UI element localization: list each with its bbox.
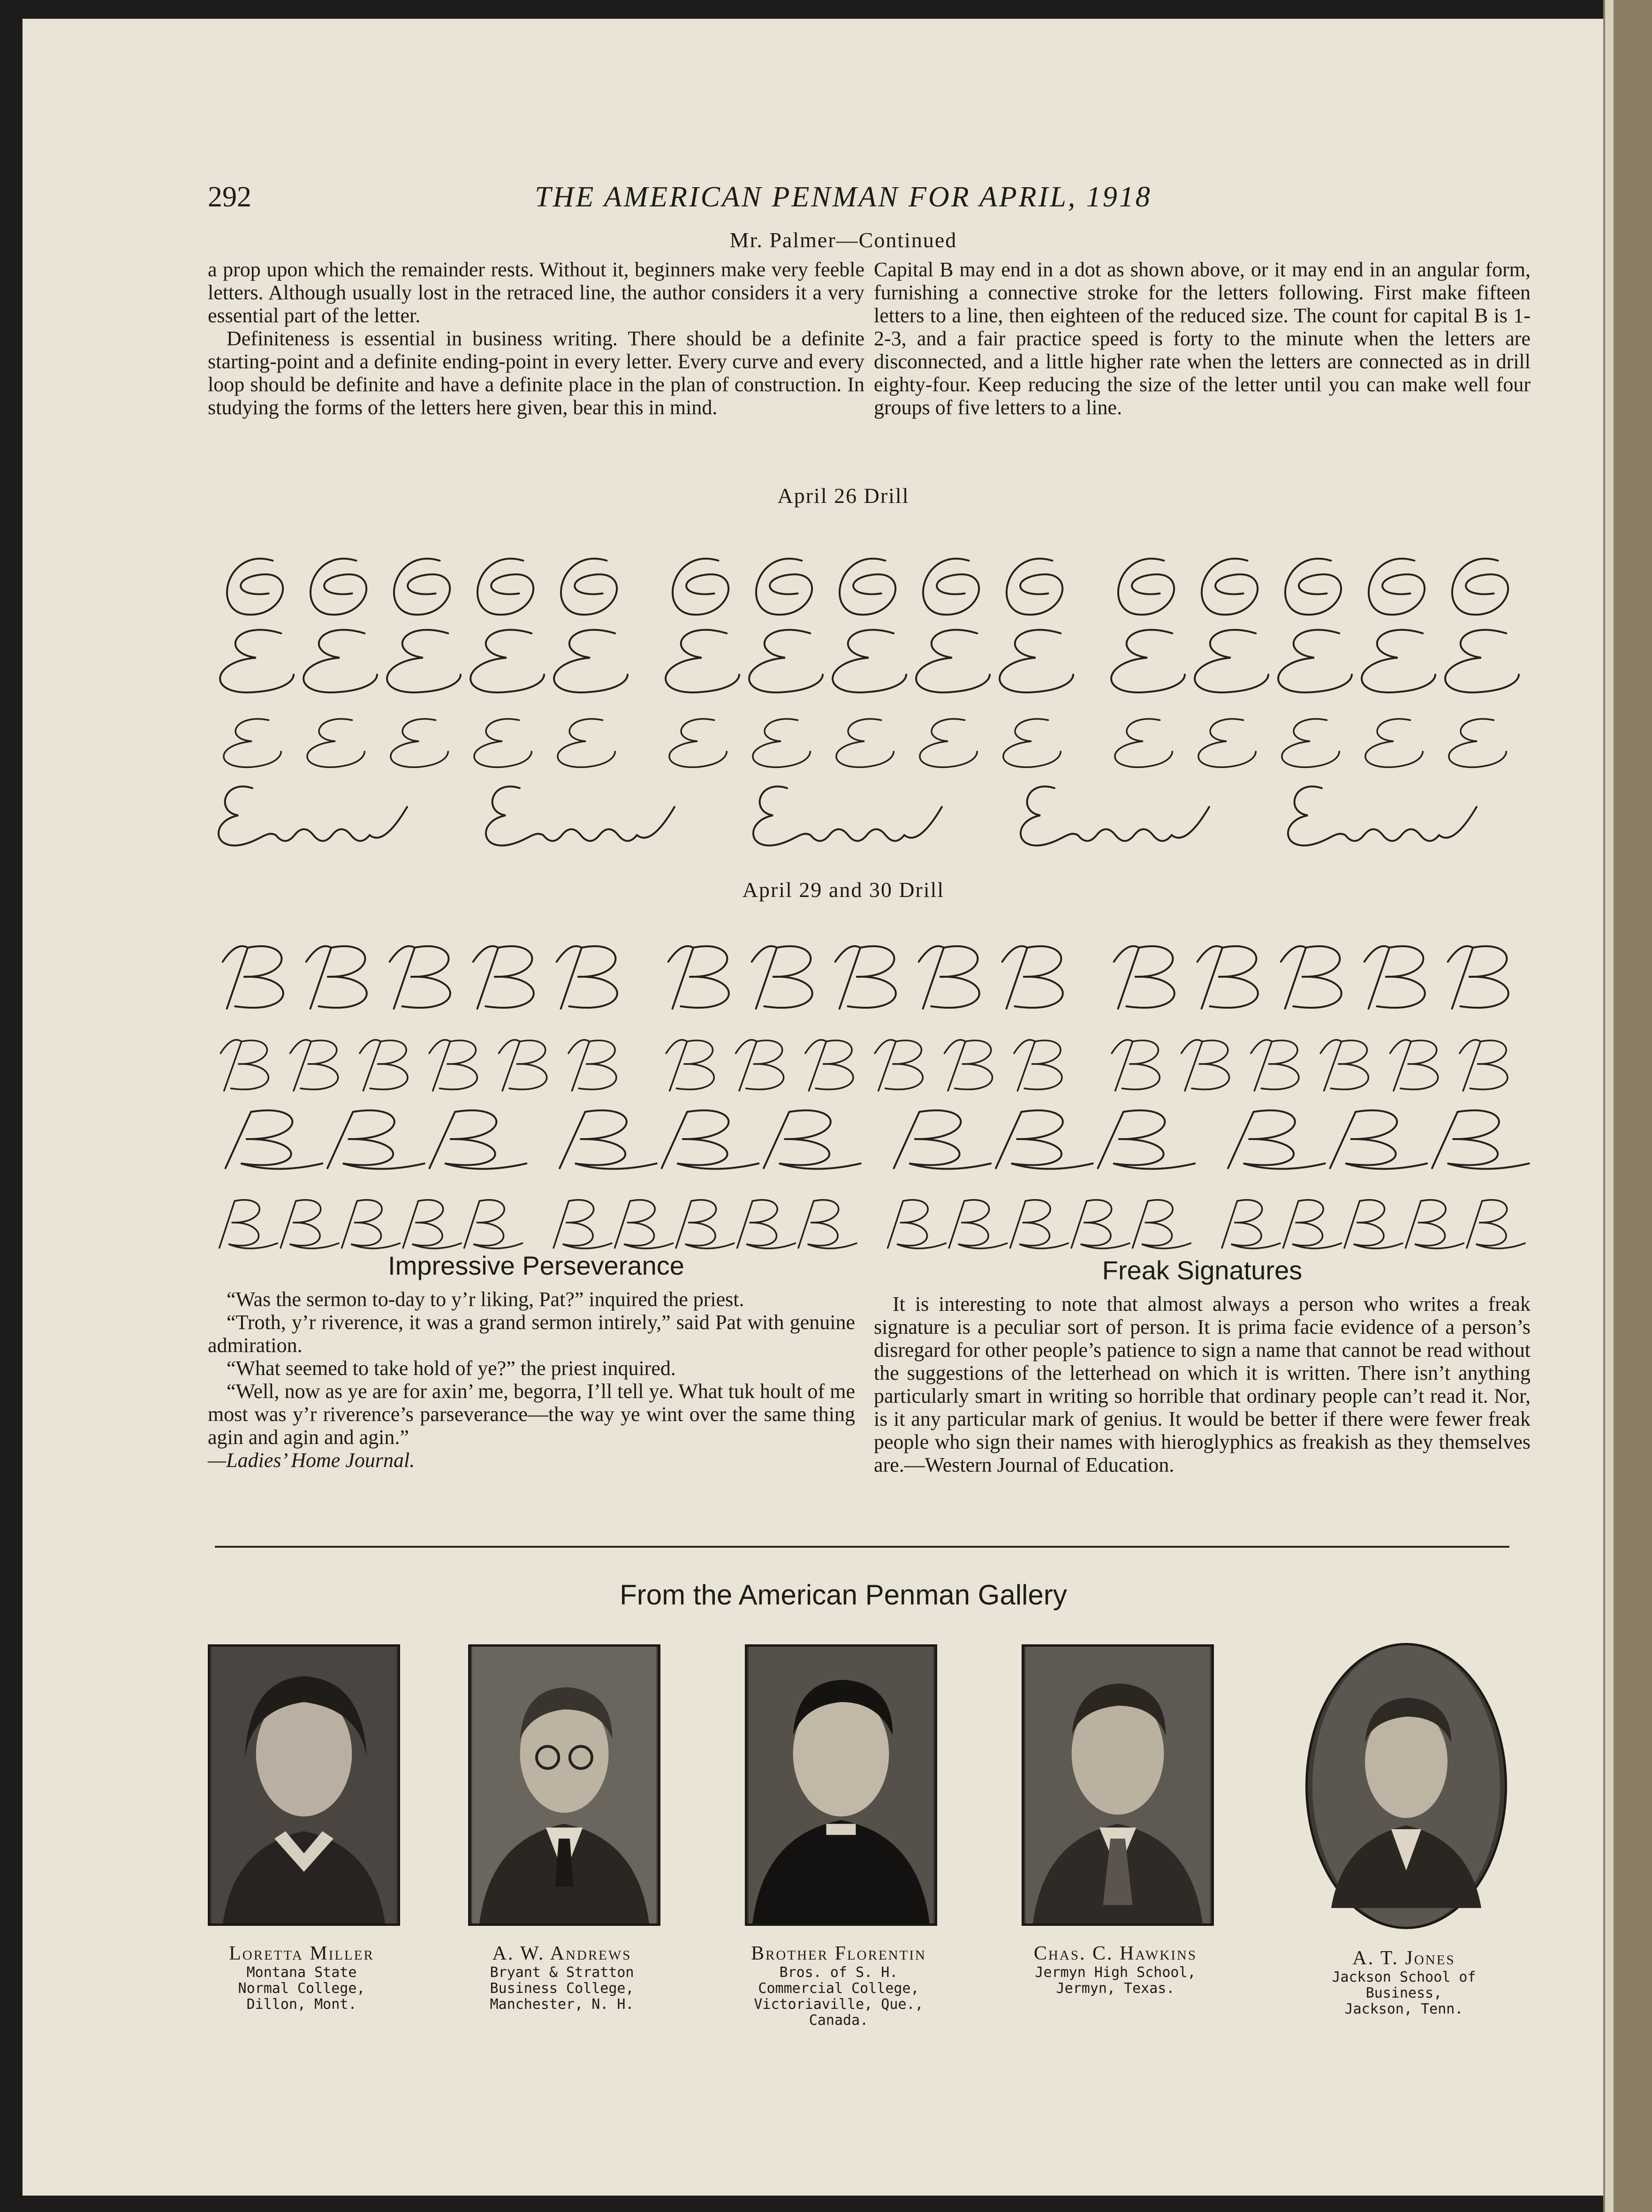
page [23,19,1603,2196]
penmanship-stroke [666,630,739,692]
school-line: Manchester, N. H. [490,1996,634,2013]
penmanship-stroke [1278,630,1352,692]
penmanship-stroke [223,946,283,1009]
penmanship-stroke [1320,1040,1368,1091]
penmanship-stroke [561,559,617,615]
school-line: Canada. [809,2012,869,2029]
school-line: Business College, [490,1980,634,1997]
penmanship-stroke [798,1200,856,1248]
penmanship-stroke [615,1200,673,1248]
penmanship-stroke [916,630,990,692]
penmanship-stroke [673,559,728,615]
penmanship-stroke [1369,559,1425,615]
book-page-edge [1605,0,1614,2212]
penmanship-stroke [306,946,367,1009]
penmanship-stroke [1021,786,1209,845]
portrait-photo-3 [745,1644,937,1926]
penmanship-stroke [219,786,407,845]
penmanship-stroke [662,1110,759,1169]
school-line: Victoriaville, Que., [754,1996,924,2013]
gallery-caption-4 [993,1942,1237,1997]
penmanship-stroke [1003,719,1061,767]
palmer-left-column [208,258,864,419]
penmanship-stroke [290,1040,338,1091]
penmanship-stroke [1118,559,1174,615]
school-line: Dillon, Mont. [246,1996,357,2013]
penmanship-stroke [464,1200,523,1248]
penmanship-stroke [1251,1040,1299,1091]
penmanship-stroke [224,719,281,767]
penmanship-stroke [736,1040,784,1091]
penmanship-stroke [391,719,448,767]
school-line: Jackson School of [1332,1969,1476,1985]
school-line: Bryant & Stratton [490,1964,634,1981]
penmanship-stroke [753,786,942,845]
school-line: Jackson, Tenn. [1344,2001,1463,2017]
drill-row-e-ovals [201,542,1538,622]
perseverance-paragraph-4: “Well, now as ye are for axin’ me, begorra, I’ll tell ye. What tuk hoult of me most was y’r riverence’s parseverance—the way ye wint over the same thing agin and agin and agin.” [208,1380,855,1449]
penmanship-stroke [486,786,674,845]
penmanship-stroke [499,1040,547,1091]
person-name: A. T. Jones [1352,1947,1455,1969]
penmanship-stroke [1282,719,1339,767]
penmanship-stroke [474,719,531,767]
penmanship-stroke [1007,559,1062,615]
penmanship-stroke [805,1040,853,1091]
penmanship-stroke [430,1110,527,1169]
penmanship-stroke [1467,1200,1525,1248]
penmanship-stroke [1182,1040,1229,1091]
person-name: Brother Florentin [751,1943,926,1964]
penmanship-stroke [1364,946,1425,1009]
school-line: Jermyn, Texas. [1056,1980,1175,1997]
penmanship-stroke [470,630,544,692]
freak-paragraph: It is interesting to note that almost always a person who writes a freak signature is a peculiar sort of person. It is prima facie evidence of a person’s disregard for other people’s patience to sign a name that cannot be read without the suggestions of the letterhead on which it is written. There isn’t anything particularly smart in writing so horrible that ordinary people can’t read it. Nor, is it any particular mark of genius. It would be better if there were fewer freak people who sign their names with hieroglyphics as freakish as they themselves are.—Western Journal of Education. [874,1292,1531,1476]
penmanship-stroke [949,1200,1007,1248]
drill-row-e-words [201,774,1538,854]
penmanship-stroke [387,630,461,692]
freak-title: Freak Signatures [1102,1255,1303,1285]
penmanship-stroke [1111,630,1185,692]
school-line: Commercial College, [758,1980,919,1997]
section-divider [215,1546,1509,1548]
penmanship-stroke [220,1200,278,1248]
penmanship-stroke [1283,1200,1341,1248]
penmanship-stroke [342,1200,400,1248]
school-line: Business, [1365,1985,1442,2001]
penmanship-stroke [1449,719,1506,767]
palmer-left-paragraph-2: Definiteness is essential in business writing. There should be a definite starting-point and a definite ending-point in every letter. Every curve and every loop should be definite and have a definite place in the plan of construction. In studying the forms of the letters here given, bear this in mind. [208,327,864,419]
gallery-caption-5 [1282,1947,1526,2017]
penmanship-stroke [360,1040,408,1091]
penmanship-stroke [1460,1040,1508,1091]
penmanship-stroke [1448,946,1508,1009]
penmanship-stroke [676,1200,734,1248]
penmanship-stroke [558,719,615,767]
penmanship-stroke [1406,1200,1464,1248]
page-number: 292 [208,181,251,213]
penmanship-stroke [840,559,895,615]
penmanship-stroke [1195,630,1268,692]
penmanship-stroke [945,1040,993,1091]
penmanship-stroke [1000,630,1073,692]
penmanship-stroke [1098,1110,1195,1169]
person-name: A. W. Andrews [492,1943,632,1964]
perseverance-paragraph-2: “Troth, y’r riverence, it was a grand sermon intirely,” said Pat with genuine admiration. [208,1311,855,1357]
penmanship-stroke [311,559,366,615]
penmanship-stroke [1010,1200,1068,1248]
school-line: Montana State [246,1964,357,1981]
gallery-caption-3 [717,1942,961,2029]
penmanship-stroke [220,1040,268,1091]
penmanship-stroke [737,1200,796,1248]
perseverance-body [208,1288,855,1472]
penmanship-stroke [473,946,534,1009]
penmanship-stroke [227,559,283,615]
penmanship-stroke [764,1110,861,1169]
penmanship-stroke [1114,946,1175,1009]
penmanship-stroke [226,1110,323,1169]
penmanship-stroke [568,1040,616,1091]
penmanship-stroke [668,946,729,1009]
penmanship-stroke [1365,719,1423,767]
person-name: Loretta Miller [229,1943,374,1964]
penmanship-stroke [560,1110,657,1169]
penmanship-stroke [1115,719,1172,767]
drill-row-e-capitals [201,619,1538,699]
portrait-photo-2 [468,1644,660,1926]
penmanship-stroke [327,1110,424,1169]
penmanship-stroke [1344,1200,1402,1248]
penmanship-stroke [429,1040,477,1091]
penmanship-stroke [1133,1200,1191,1248]
palmer-right-column [874,258,1531,419]
gallery-title: From the American Penman Gallery [620,1579,1067,1611]
school-line: Bros. of S. H. [779,1964,898,1981]
penmanship-stroke [1198,719,1256,767]
penmanship-stroke [1197,946,1258,1009]
palmer-left-paragraph-1: a prop upon which the remainder rests. Without it, beginners make very feeble letters. Although usually lost in the retraced line, the author considers it a very essential part of the letter. [208,258,864,327]
penmanship-stroke [220,630,294,692]
penmanship-stroke [749,630,823,692]
penmanship-stroke [888,1200,946,1248]
gallery-caption-1 [180,1942,424,2013]
penmanship-stroke [1432,1110,1529,1169]
penmanship-stroke [1222,1200,1280,1248]
penmanship-stroke [1014,1040,1062,1091]
drill-heading-april-29-30: April 29 and 30 Drill [742,878,945,902]
penmanship-stroke [919,946,979,1009]
school-line: Jermyn High School, [1035,1964,1196,1981]
drill-row-e-reduced [201,694,1538,774]
penmanship-stroke [1445,630,1519,692]
drill-heading-april-26: April 26 Drill [777,484,909,508]
penmanship-stroke [554,630,628,692]
penmanship-stroke [390,946,450,1009]
gallery-caption-2 [440,1942,684,2013]
drill-row-b-small-connected [201,1173,1538,1253]
portrait-photo-4 [1022,1644,1214,1926]
penmanship-stroke [836,719,894,767]
penmanship-stroke [920,719,977,767]
penmanship-stroke [553,1200,612,1248]
penmanship-stroke [280,1200,339,1248]
penmanship-stroke [756,559,812,615]
penmanship-stroke [1390,1040,1438,1091]
drill-row-b-reduced [201,1016,1538,1095]
penmanship-stroke [303,630,377,692]
penmanship-stroke [403,1200,461,1248]
penmanship-stroke [1002,946,1063,1009]
portrait-photo-5 [1305,1643,1507,1929]
penmanship-stroke [1112,1040,1159,1091]
penmanship-stroke [1228,1110,1325,1169]
freak-body [874,1292,1531,1476]
penmanship-stroke [996,1110,1093,1169]
school-line: Normal College, [238,1980,365,1997]
penmanship-stroke [1202,559,1258,615]
running-title: THE AMERICAN PENMAN FOR APRIL, 1918 [535,181,1152,213]
continued-heading: Mr. Palmer—Continued [729,228,957,252]
penmanship-stroke [1288,786,1477,845]
person-name: Chas. C. Hawkins [1033,1943,1197,1964]
penmanship-stroke [835,946,896,1009]
perseverance-paragraph-1: “Was the sermon to-day to y’r liking, Pat?” inquired the priest. [227,1288,744,1311]
penmanship-stroke [666,1040,714,1091]
penmanship-stroke [669,719,727,767]
perseverance-source: —Ladies’ Home Journal. [208,1449,415,1472]
penmanship-stroke [1362,630,1435,692]
penmanship-stroke [1281,946,1341,1009]
penmanship-stroke [394,559,450,615]
penmanship-stroke [875,1040,923,1091]
penmanship-stroke [477,559,533,615]
drill-row-b-connected [201,1093,1538,1173]
penmanship-stroke [1285,559,1341,615]
penmanship-stroke [1071,1200,1129,1248]
penmanship-stroke [557,946,617,1009]
penmanship-stroke [1452,559,1508,615]
penmanship-stroke [923,559,979,615]
penmanship-stroke [752,946,812,1009]
drill-row-b-capitals [201,934,1538,1013]
penmanship-stroke [307,719,364,767]
portrait-photo-1 [208,1644,400,1926]
palmer-right-paragraph: Capital B may end in a dot as shown above, or it may end in an angular form, furnishing a connective stroke for the letters following. First make fifteen letters to a line, then eighteen of the reduced size. The count for capital B is 1-2-3, and a fair practice speed is forty to the minute when the letters are disconnected, and a little higher rate when the letters are connected as in drill eighty-four. Keep reducing the size of the letter until you can make well four groups of five letters to a line. [874,258,1531,419]
penmanship-stroke [1330,1110,1427,1169]
penmanship-stroke [894,1110,991,1169]
perseverance-title: Impressive Perseverance [388,1251,684,1280]
perseverance-paragraph-3: “What seemed to take hold of ye?” the priest inquired. [227,1357,676,1380]
penmanship-stroke [753,719,810,767]
penmanship-stroke [833,630,906,692]
